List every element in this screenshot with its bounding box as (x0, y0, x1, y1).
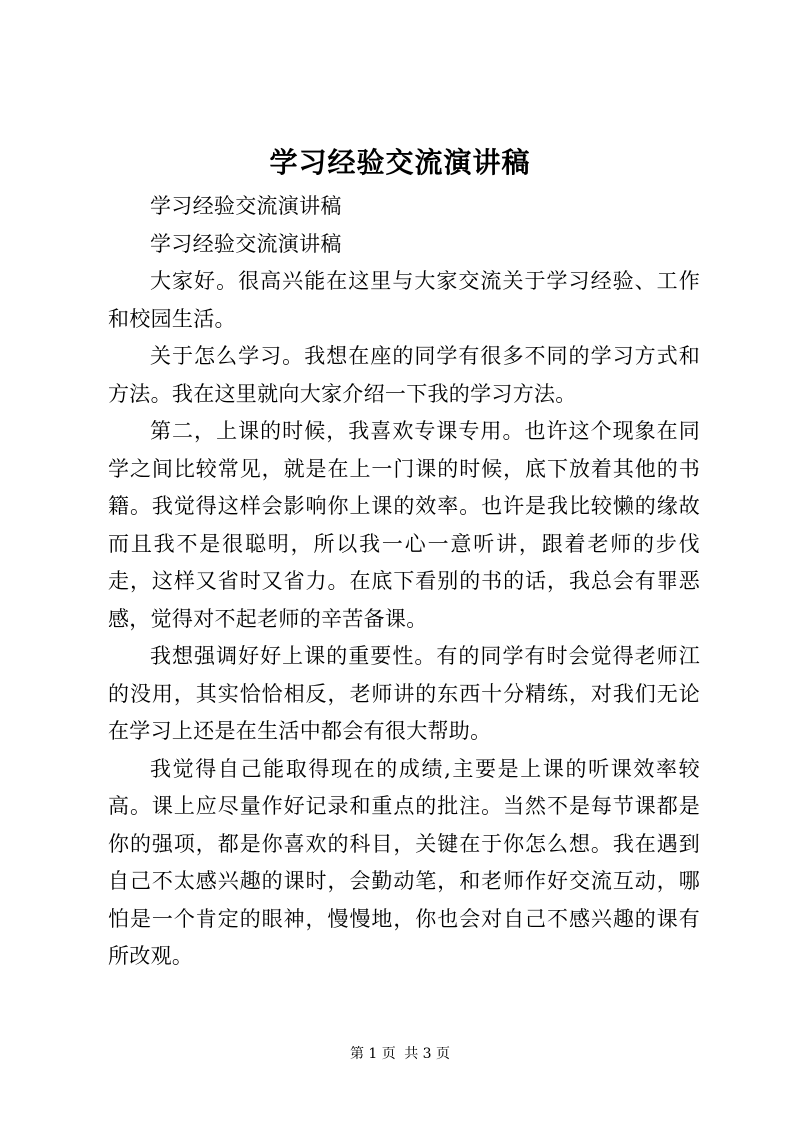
paragraph-greeting: 大家好。很高兴能在这里与大家交流关于学习经验、工作和校园生活。 (108, 269, 700, 331)
page-total: 共 3 页 (404, 1046, 451, 1062)
paragraph-class-efficiency: 我觉得自己能取得现在的成绩,主要是上课的听课效率较高。课上应尽量作好记录和重点的批注。当然不是每节课都是你的强项，都是你喜欢的科目，关键在于你怎么想。我在遇到自己不太感兴趣的课时，会勤动笔，和老师作好交流互动，哪怕是一个肯定的眼神，慢慢地，你也会对自己不感兴趣的课有所改观。 (108, 756, 700, 968)
paragraph-focus-in-class: 第二，上课的时候，我喜欢专课专用。也许这个现象在同学之间比较常见，就是在上一门课的时候，底下放着其他的书籍。我觉得这样会影响你上课的效率。也许是我比较懒的缘故而且我不是很聪明，所以我一心一意听讲，跟着老师的步伐走，这样又省时又省力。在底下看别的书的话，我总会有罪恶感，觉得对不起老师的辛苦备课。 (108, 419, 700, 631)
paragraph-importance-of-class: 我想强调好好上课的重要性。有的同学有时会觉得老师江的没用，其实恰恰相反，老师讲的东西十分精练，对我们无论在学习上还是在生活中都会有很大帮助。 (108, 644, 700, 743)
paragraph-how-to-study: 关于怎么学习。我想在座的同学有很多不同的学习方式和方法。我在这里就向大家介绍一下我的学习方法。 (108, 344, 700, 406)
paragraph-subtitle-1: 学习经验交流演讲稿 (150, 194, 342, 218)
page-footer (0, 1044, 800, 1064)
page-number: 第 1 页 (349, 1046, 396, 1062)
document-title: 学习经验交流演讲稿 (269, 146, 531, 179)
document-body (108, 188, 700, 976)
paragraph-subtitle-2: 学习经验交流演讲稿 (150, 231, 342, 256)
